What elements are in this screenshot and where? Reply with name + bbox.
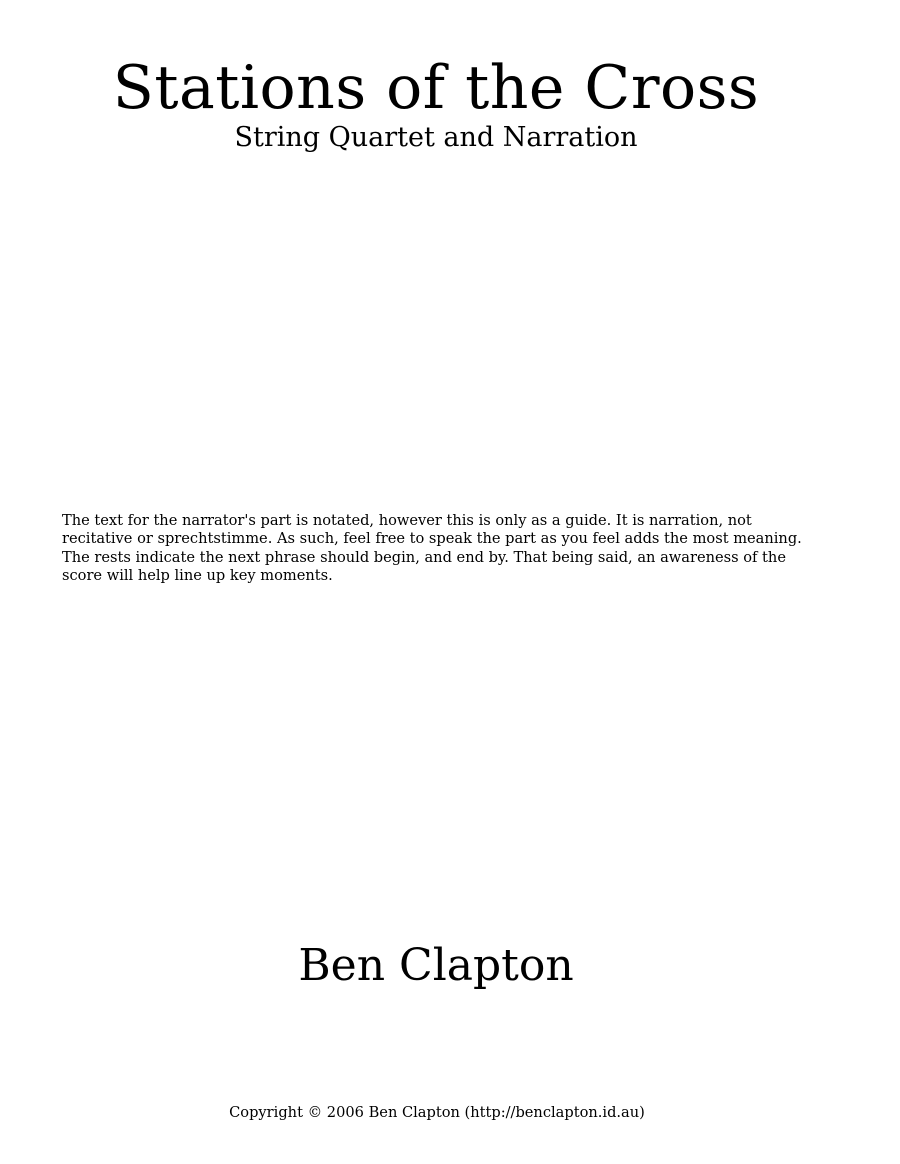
page-subtitle: String Quartet and Narration — [234, 122, 638, 153]
copyright-notice: Copyright © 2006 Ben Clapton (http://benclapton.id.au) — [229, 1104, 645, 1121]
composer-name: Ben Clapton — [298, 940, 574, 991]
page-title: Stations of the Cross — [112, 53, 760, 123]
performance-note: The text for the narrator's part is notated, however this is only as a guide. It is narration, not recitative or sprechtstimme. As such, feel free to speak the part as you feel adds the most meaning. The rests indicate the next phrase should begin, and end by. That being said, an awareness of the score will help line up key moments. — [62, 512, 802, 585]
